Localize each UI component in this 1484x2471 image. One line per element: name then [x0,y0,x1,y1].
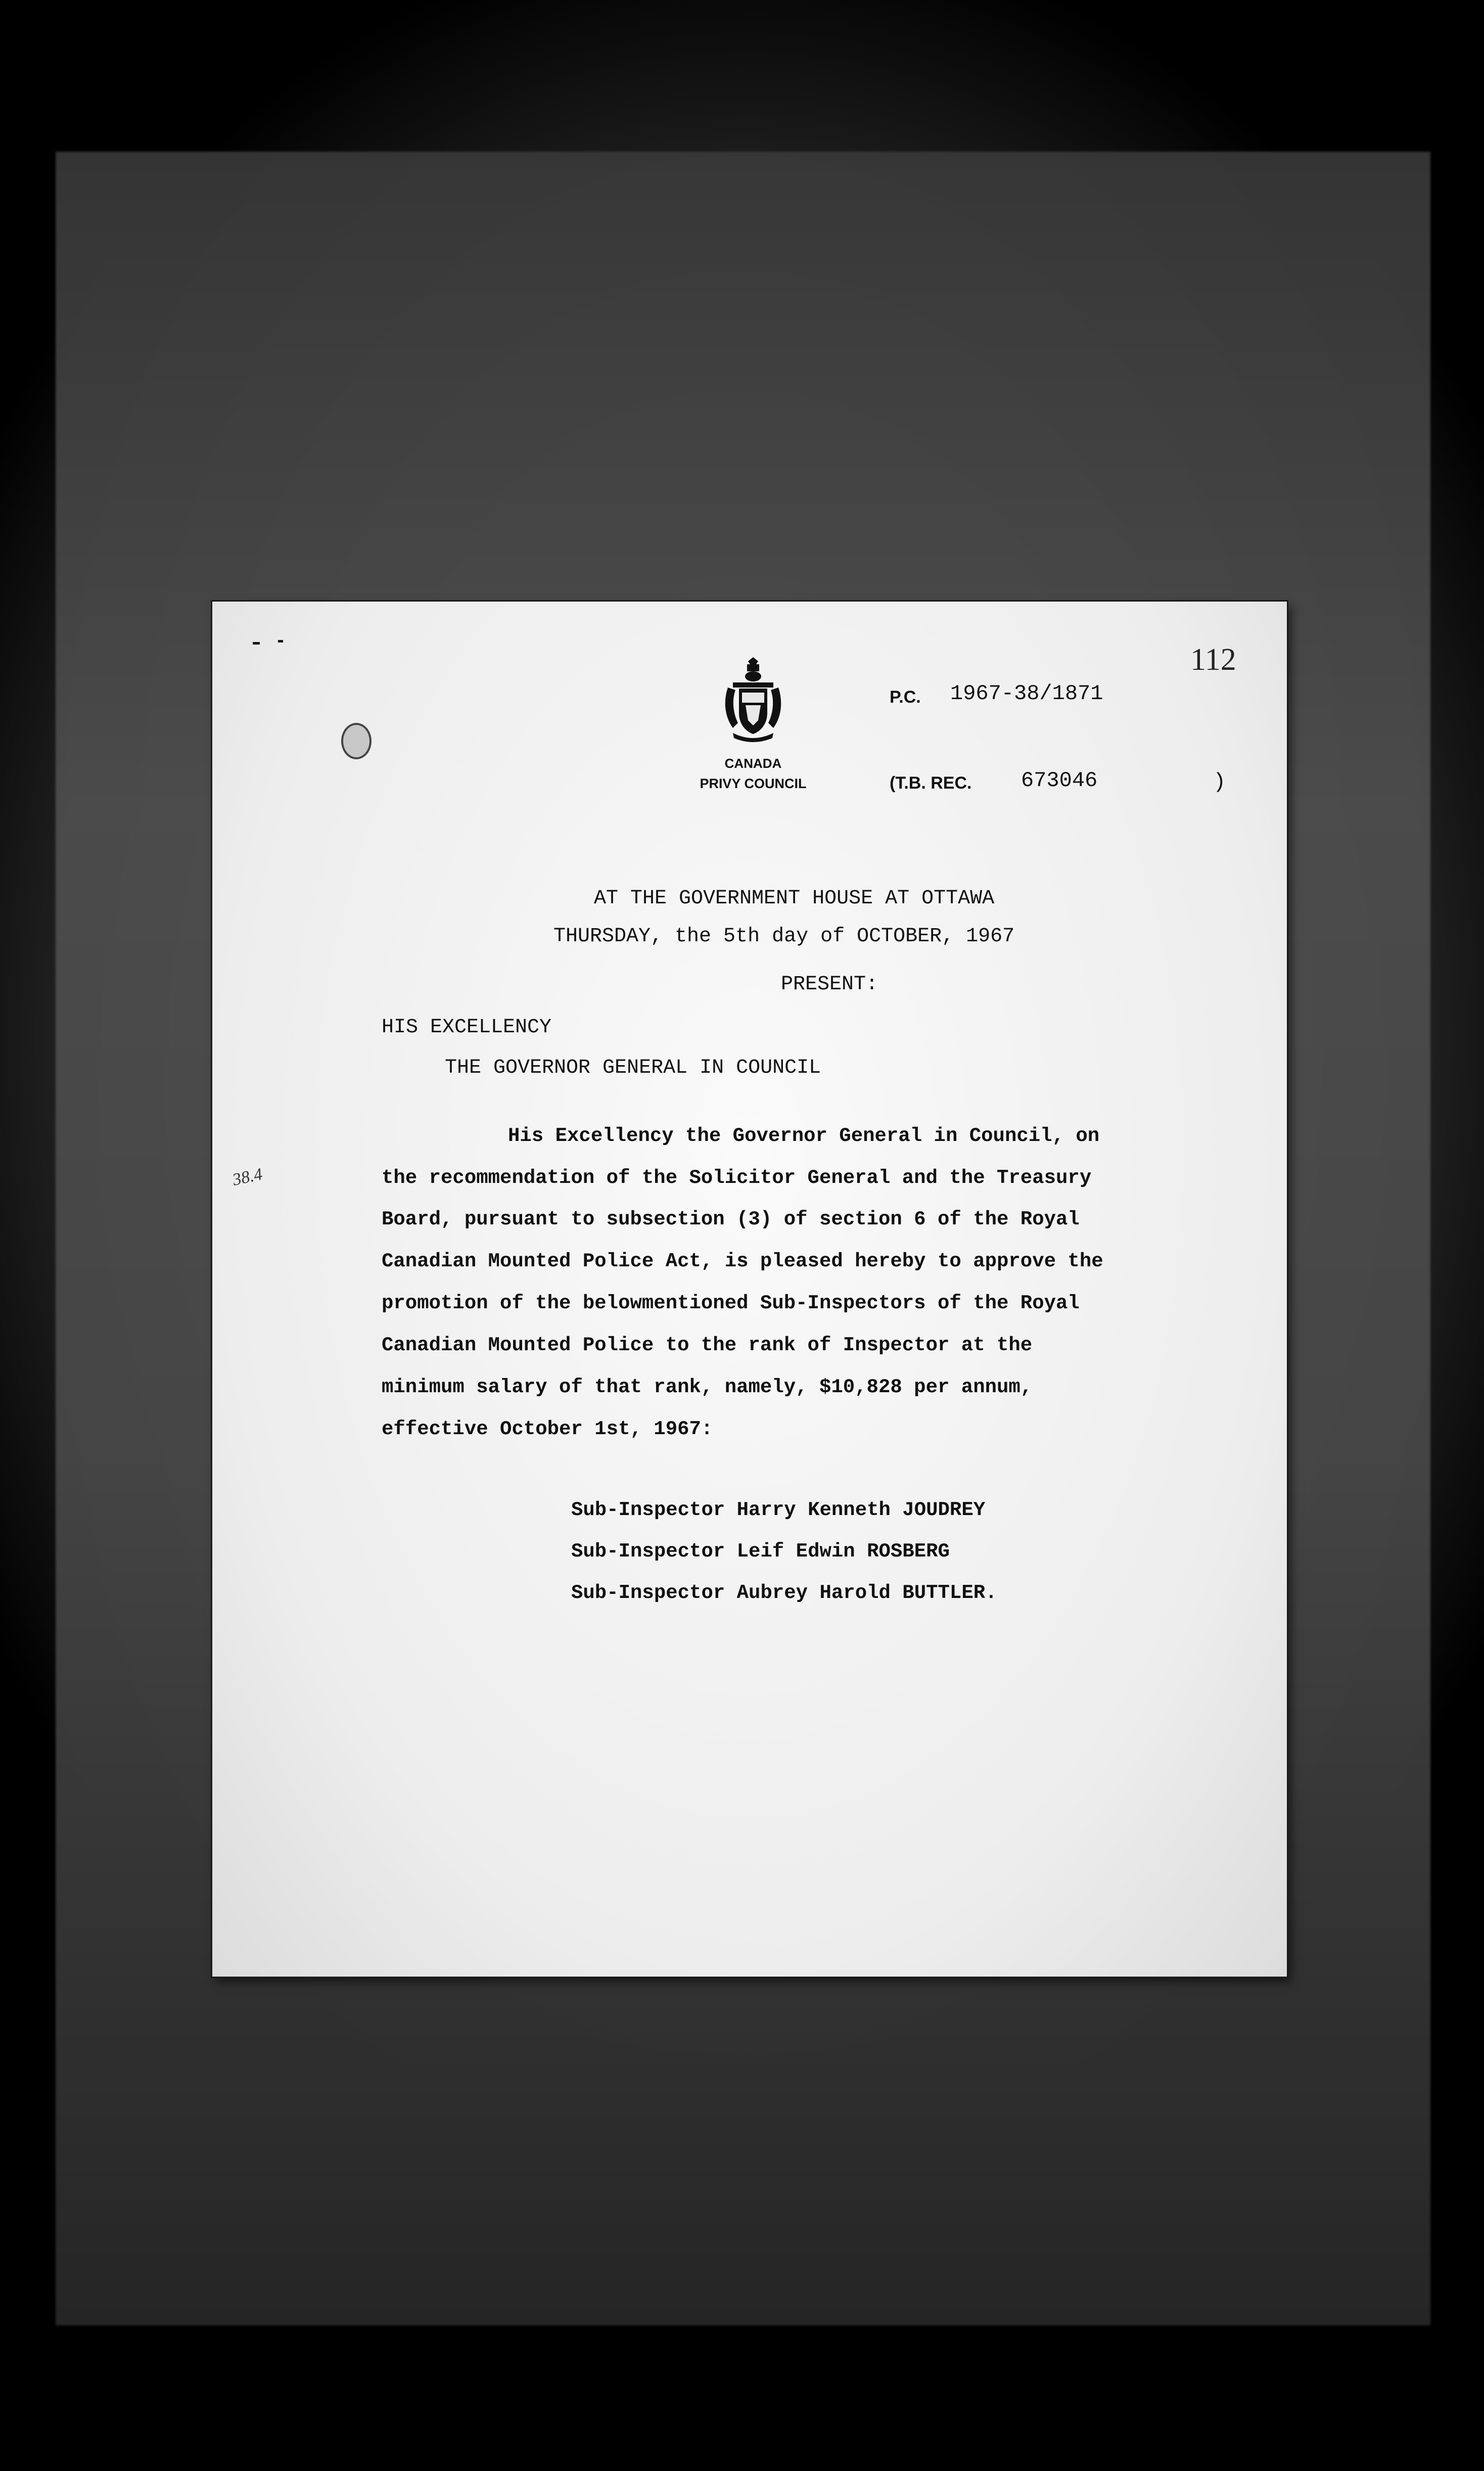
heading-location: AT THE GOVERNMENT HOUSE AT OTTAWA [594,887,995,910]
body-line: Board, pursuant to subsection (3) of section 6 of the Royal [382,1208,1080,1230]
salutation-his-excellency: HIS EXCELLENCY [382,1016,552,1039]
body-line: His Excellency the Governor General in Council, on [508,1125,1100,1147]
heading-date: THURSDAY, the 5th day of OCTOBER, 1967 [553,925,1015,948]
emblem-caption-privy-council: PRIVY COUNCIL [700,776,807,791]
punch-hole [341,723,372,759]
promotion-name: Sub-Inspector Leif Edwin ROSBERG [571,1540,950,1563]
promotion-name: Sub-Inspector Aubrey Harold BUTTLER. [571,1582,997,1604]
pc-label: P.C. [890,688,921,707]
body-line: effective October 1st, 1967: [382,1418,713,1440]
promotion-name: Sub-Inspector Harry Kenneth JOUDREY [571,1499,986,1521]
heading-present: PRESENT: [781,973,878,996]
body-line: Canadian Mounted Police to the rank of Inspector at the [382,1334,1033,1356]
emblem-caption-canada: CANADA [724,756,782,771]
scan-speck [278,640,283,643]
body-line: the recommendation of the Solicitor General and the Treasury [382,1167,1092,1189]
tb-rec-number: 673046 [1021,768,1098,793]
body-line: Canadian Mounted Police Act, is pleased hereby to approve the [382,1250,1103,1272]
scan-speck [253,642,260,645]
body-line: minimum salary of that rank, namely, $10,828 per annum, [382,1376,1033,1398]
canada-coat-of-arms-icon [718,657,789,743]
tb-rec-close: ) [1213,770,1226,794]
page-number: 112 [1190,643,1236,677]
margin-handwritten-note: 38.4 [230,1165,264,1189]
pc-number: 1967-38/1871 [950,681,1103,706]
tb-rec-label: (T.B. REC. [890,773,972,793]
body-line: promotion of the belowmentioned Sub-Inspectors of the Royal [382,1292,1080,1314]
salutation-governor-general: THE GOVERNOR GENERAL IN COUNCIL [445,1057,821,1079]
document-page [212,602,1287,1977]
